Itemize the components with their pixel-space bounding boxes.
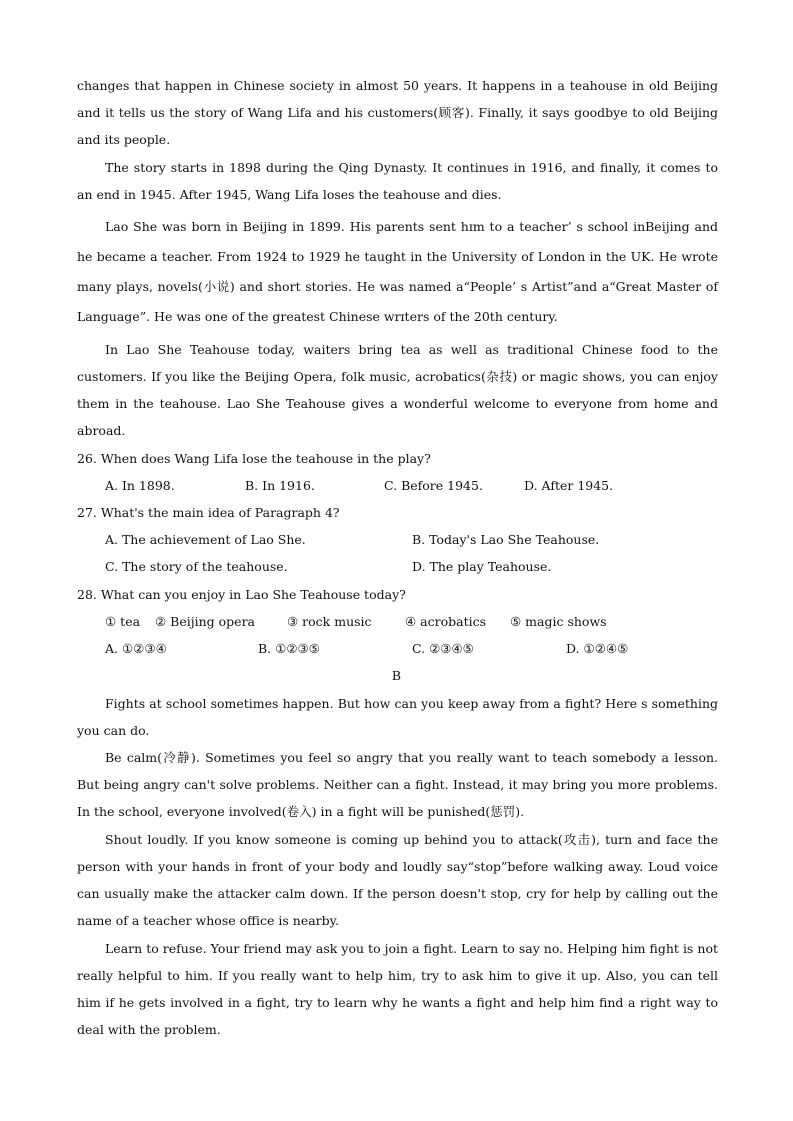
question-28-item-4: ④ acrobatics bbox=[405, 614, 487, 629]
passage-a-paragraph-1: changes that happen in Chinese society in almost 50 years. It happens in a teahouse in old Beijing and it tells us the story of Wang Lifa and his customers(顾客). Finally, it says goodbye to old Beijing and its people. bbox=[77, 78, 718, 147]
question-26-option-c: C. Before 1945. bbox=[384, 478, 483, 493]
question-26-stem: 26. When does Wang Lifa lose the teahouse in the play? bbox=[77, 451, 431, 466]
question-26-option-b: B. In 1916. bbox=[245, 478, 315, 493]
question-28-stem: 28. What can you enjoy in Lao She Teahouse today? bbox=[77, 587, 406, 602]
question-28-item-1: ① tea bbox=[105, 614, 141, 629]
question-28-item-5: ⑤ magic shows bbox=[510, 614, 607, 629]
question-27-option-a: A. The achievement of Lao She. bbox=[105, 532, 306, 547]
question-27-stem: 27. What's the main idea of Paragraph 4? bbox=[77, 505, 340, 520]
section-b-heading: B bbox=[391, 668, 402, 683]
passage-b-paragraph-3: Shout loudly. If you know someone is coming up behind you to attack(攻击), turn and face the person with your hands in front of your body and loudly say“stop”before walking away. Loud voice can usually make the attacker calm down. If the person doesn't stop, cry for help by calling out the name of a teacher whose office is nearby. bbox=[77, 832, 718, 928]
passage-b-paragraph-1: Fights at school sometimes happen. But how can you keep away from a fight? Here s something you can do. bbox=[77, 696, 718, 738]
question-28-option-c: C. ②③④⑤ bbox=[412, 641, 474, 656]
passage-a-paragraph-4: In Lao She Teahouse today, waiters bring tea as well as traditional Chinese food to the customers. If you like the Beijing Opera, folk music, acrobatics(杂技) or magic shows, you can enjoy them in the teahouse. Lao She Teahouse gives a wonderful welcome to everyone from home and abroad. bbox=[77, 342, 718, 438]
question-28-option-b: B. ①②③⑤ bbox=[258, 641, 320, 656]
question-28-item-2: ② Beijing opera bbox=[155, 614, 256, 629]
passage-a-paragraph-3: Lao She was born in Beijing in 1899. His parents sent hɪm to a teacher’ s school inBeijing and he became a teacher. From 1924 to 1929 he taught in the University of London in the UK. He wrote many plays, novels(小说) and short stories. He was named a“People’ s Artist”and a“Great Master of Language”. He was one of the greatest Chinese wrɪters of the 20th century. bbox=[77, 219, 718, 324]
question-27-option-b: B. Today's Lao She Teahouse. bbox=[412, 532, 600, 547]
question-26-option-d: D. After 1945. bbox=[524, 478, 614, 493]
question-28-item-3: ③ rock music bbox=[287, 614, 372, 629]
question-28-option-d: D. ①②④⑤ bbox=[566, 641, 629, 656]
question-28-option-a: A. ①②③④ bbox=[105, 641, 167, 656]
question-26-option-a: A. In 1898. bbox=[105, 478, 175, 493]
question-27-option-d: D. The play Teahouse. bbox=[412, 559, 552, 574]
passage-b-paragraph-2: Be calm(冷静). Sometimes you feel so angry that you really want to teach somebody a lesson. But being angry can't solve problems. Neither can a fight. Instead, it may bring you more problems. In the school, everyone involved(卷入) in a fight will be punished(惩罚). bbox=[77, 750, 718, 819]
passage-a-paragraph-2: The story starts in 1898 during the Qing Dynasty. It continues in 1916, and finally, it comes to an end in 1945. After 1945, Wang Lifa loses the teahouse and dies. bbox=[77, 160, 718, 202]
question-27-option-c: C. The story of the teahouse. bbox=[105, 559, 288, 574]
passage-b-paragraph-4: Learn to refuse. Your friend may ask you to join a fight. Learn to say no. Helping him fight is not really helpful to him. If you really want to help him, try to ask him to give it up. Also, you can tell him if he gets involved in a fight, try to learn why he wants a fight and help him find a right way to deal with the problem. bbox=[77, 941, 718, 1037]
